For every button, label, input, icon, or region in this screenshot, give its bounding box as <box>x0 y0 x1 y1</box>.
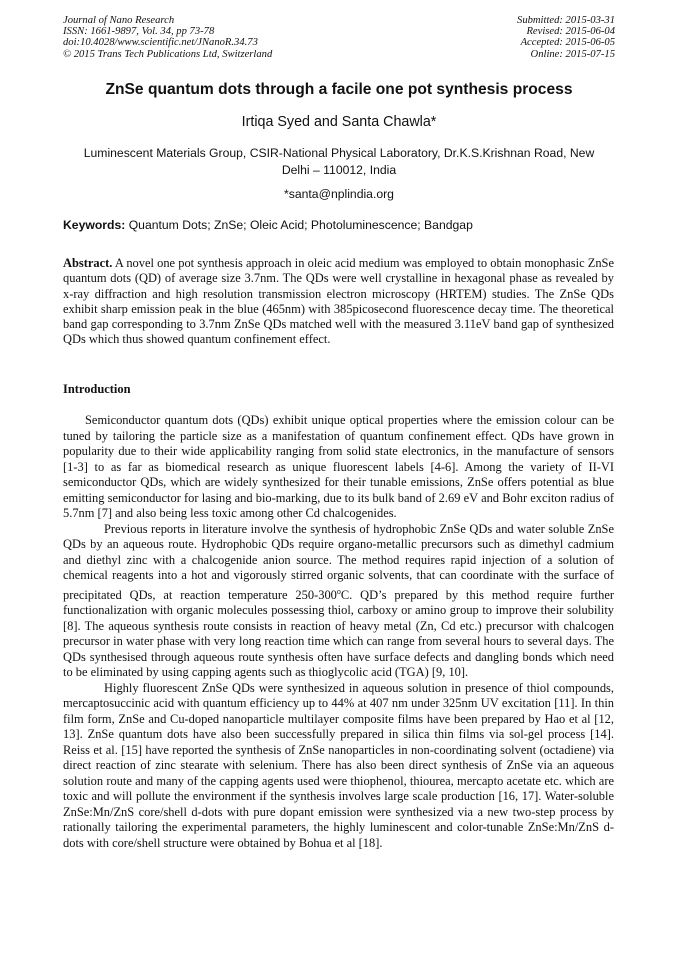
journal-doi: doi:10.4028/www.scientific.net/JNanoR.34.73 <box>63 37 258 49</box>
journal-copyright: © 2015 Trans Tech Publications Ltd, Switzerland <box>63 48 273 60</box>
keywords-label: Keywords: <box>63 218 126 232</box>
affiliation <box>70 145 608 179</box>
intro-paragraph-3: Highly fluorescent ZnSe QDs were synthesized in aqueous solution in presence of thiol compounds, mercaptosuccinic acid with quantum efficiency up to 44% at 407 nm under 325nm UV excitation [11]. In thin film form, ZnSe and Cu-doped nanoparticle multilayer composite films have been prepared by Hao et al [12, 13]. ZnSe quantum dots have also been successfully prepared in silica thin films via sol-gel process [14]. Reiss et al. [15] have reported the synthesis of ZnSe nanoparticles in non-coordinating solvent (octadiene) via direct reaction of zinc stearate with selenium. There has also been direct synthesis of ZnSe via an aqueous solution route and many of the capping agents used were thiophenol, thiourea, mercapto acetate etc. which are toxic and will pollute the environment if the synthesis involves large scale production [16, 17]. Water-soluble ZnSe:Mn/ZnS core/shell d-dots with pure dopant emission were synthesized via a new two-step process by rationally tailoring the experimental parameters, the highly luminescent and color-tunable ZnSe:Mn/ZnS d-dots with core/shell structure were obtained by Bohua et al [18]. <box>63 680 614 850</box>
intro-paragraph-2-part-b: C. QD’s prepared by this method require further functionalization with organic molecules possessing thiol, carboxy or amino group to improve their solubility [8]. The aqueous synthesis route consists in reaction of heavy metal (Zn, Cd etc.) precursor with chalcogen precursor in water phase with very long reaction time which can range from several hours to several days. The QDs synthesised through aqueous route synthesis often have surface defects and dangling bonds which need to be eliminated by using capping agents such as thioglycolic acid (TGA) [9, 10]. <box>63 587 614 680</box>
journal-header-left <box>63 15 272 60</box>
date-online: Online: 2015-07-15 <box>530 48 615 60</box>
date-revised: Revised: 2015-06-04 <box>526 26 615 38</box>
affiliation-line-1: Luminescent Materials Group, CSIR-National Physical Laboratory, Dr.K.S.Krishnan Road, New <box>83 146 595 160</box>
journal-header-right <box>517 15 615 60</box>
abstract-text: A novel one pot synthesis approach in oleic acid medium was employed to obtain monophasic ZnSe quantum dots (QD) of average size 3.7nm. The QDs were well crystalline in hexagonal phase as revealed by x-ray diffraction and high resolution transmission electron microscopy (HRTEM) studies. The ZnSe QDs exhibit sharp emission peak in the blue (465nm) with 385picosecond fluorescence decay time. The theoretical band gap corresponding to 3.7nm ZnSe QDs matched well with the measured 3.11eV band gap of synthesized QDs which thus showed quantum confinement effect. <box>63 256 614 347</box>
section-heading-introduction: Introduction <box>63 382 131 396</box>
paper-authors: Irtiqa Syed and Santa Chawla* <box>241 114 437 130</box>
intro-paragraph-2-part-a: Previous reports in literature involve the synthesis of hydrophobic ZnSe QDs and water soluble ZnSe QDs by an aqueous route. Hydrophobic QDs require organo-metallic precursors such as dimethyl cadmium and diethyl zinc with a chalcogenide anion source. The method requires rapid injection of a solution of chemical reagents into a hot and vigorously stirred organic solvents, that can coordinate with the surface of precipitated QDs, at reaction temperature 250-300 <box>63 521 614 602</box>
keywords-text: Quantum Dots; ZnSe; Oleic Acid; Photoluminescence; Bandgap <box>125 218 473 232</box>
journal-issn: ISSN: 1661-9897, Vol. 34, pp 73-78 <box>63 26 215 38</box>
journal-name: Journal of Nano Research <box>63 15 175 26</box>
affiliation-line-2: Delhi – 110012, India <box>281 163 397 177</box>
abstract <box>63 256 614 348</box>
abstract-label: Abstract. <box>63 256 113 270</box>
date-submitted: Submitted: 2015-03-31 <box>517 15 615 26</box>
degree-superscript: o <box>336 586 341 596</box>
intro-paragraph-2 <box>63 522 614 681</box>
intro-paragraph-1: Semiconductor quantum dots (QDs) exhibit unique optical properties where the emission colour can be tuned by tailoring the particle size as a manifestation of quantum confinement effect. QDs have grown in popularity due to their wide applicability ranging from solid state electronics, in the manufacture of sensors [1-3] to as far as biomedical research as unique fluorescent labels [4-6]. Among the variety of II-VI semiconductor QDs, which are widely synthesized for their tunable emissions, ZnSe offers potential as blue emitting semiconductor for lasing and bio-marking, due to its bulk band of 2.69 eV and Bohr exciton radius of 5.7nm [7] and also being less toxic among other Cd chalcogenides. <box>63 413 614 520</box>
introduction-body <box>63 413 614 851</box>
paper-title: ZnSe quantum dots through a facile one pot synthesis process <box>105 81 573 98</box>
corresponding-email: *santa@nplindia.org <box>284 187 394 201</box>
date-accepted: Accepted: 2015-06-05 <box>520 37 615 49</box>
keywords <box>63 218 623 232</box>
